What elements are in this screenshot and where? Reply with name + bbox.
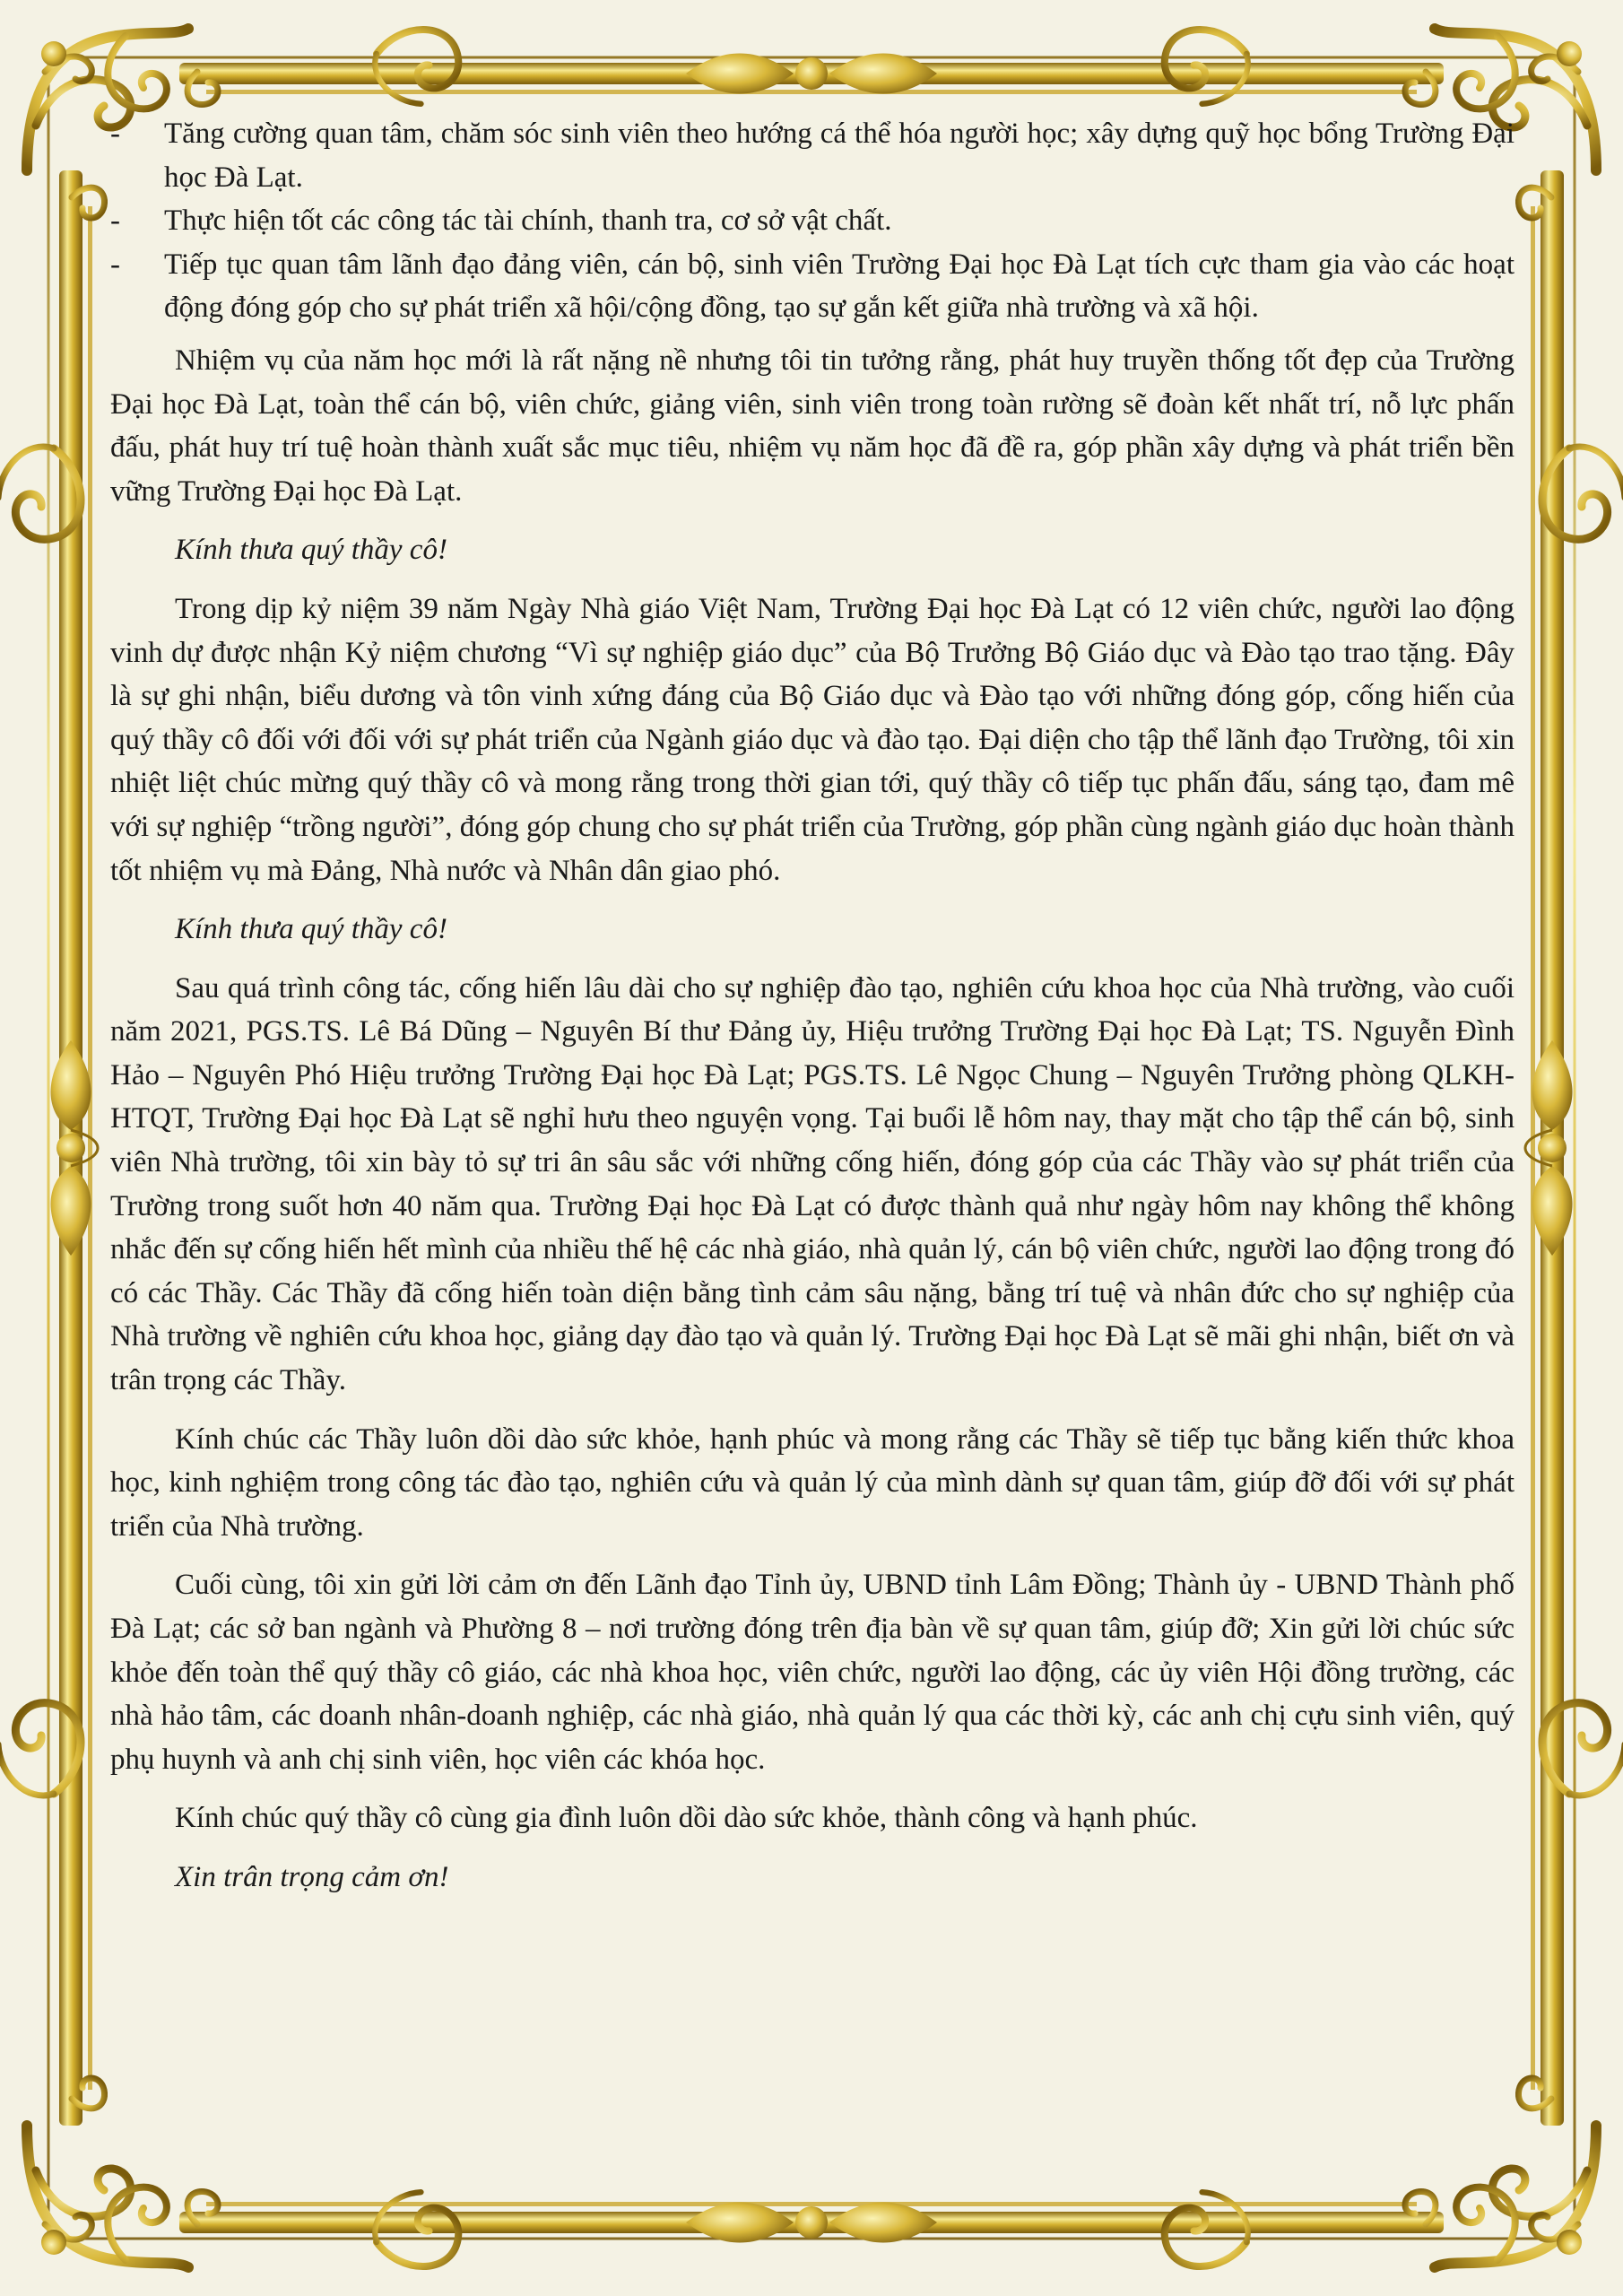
bullet-item (110, 199, 1515, 243)
paragraph-final-wishes: Kính chúc quý thầy cô cùng gia đình luôn dồi dào sức khỏe, thành công và hạnh phúc. (175, 1802, 1198, 1835)
bullet-text: Tăng cường quan tâm, chăm sóc sinh viên theo hướng cá thể hóa người học; xây dựng quỹ học bổng Trường Đại học Đà Lạt. (164, 117, 1515, 194)
bullet-text: Tiếp tục quan tâm lãnh đạo đảng viên, cán bộ, sinh viên Trường Đại học Đà Lạt tích cực tham gia vào các hoạt động đóng góp cho sự phát triển xã hội/cộng đồng, tạo sự gắn kết giữa nhà trường và xã hội. (164, 248, 1515, 325)
paragraph-new-year-tasks: Nhiệm vụ của năm học mới là rất nặng nề nhưng tôi tin tưởng rằng, phát huy truyền thống tốt đẹp của Trường Đại học Đà Lạt, toàn thể cán bộ, viên chức, giảng viên, sinh viên trong toàn rường sẽ đoàn kết nhất trí, nỗ lực phấn đấu, phát huy trí tuệ hoàn thành xuất sắc mục tiêu, nhiệm vụ năm học đã đề ra, góp phần xây dựng và phát triển bền vững Trường Đại học Đà Lạt. (110, 344, 1515, 508)
paragraph-retirement-tribute: Sau quá trình công tác, cống hiến lâu dài cho sự nghiệp đào tạo, nghiên cứu khoa học của Nhà trường, vào cuối năm 2021, PGS.TS. Lê Bá Dũng – Nguyên Bí thư Đảng ủy, Hiệu trưởng Trường Đại học Đà Lạt; TS. Nguyễn Đình Hảo – Nguyên Phó Hiệu trưởng Trường Đại học Đà Lạt; PGS.TS. Lê Ngọc Chung – Nguyên Trưởng phòng QLKH-HTQT, Trường Đại học Đà Lạt sẽ nghỉ hưu theo nguyện vọng. Tại buổi lễ hôm nay, thay mặt cho tập thể cán bộ, sinh viên Nhà trường, tôi xin bày tỏ sự tri ân sâu sắc với những cống hiến, đóng góp của các Thầy vào sự phát triển của Trường trong suốt hơn 40 năm qua. Trường Đại học Đà Lạt có được thành quả như ngày hôm nay không thể không nhắc đến sự cống hiến hết mình của nhiều thế hệ các nhà giáo, nhà quản lý, cán bộ viên chức, người lao động trong đó có các Thầy. Các Thầy đã cống hiến toàn diện bằng tình cảm sâu nặng, bằng trí tuệ và nhân đức cho sự nghiệp của Nhà trường về nghiên cứu khoa học, giảng dạy đào tạo và quản lý. Trường Đại học Đà Lạt sẽ mãi ghi nhận, biết ơn và trân trọng các Thầy. (110, 971, 1515, 1397)
document-body (110, 112, 1515, 1915)
bullet-list (110, 112, 1515, 330)
salutation: Kính thưa quý thầy cô! (175, 534, 447, 567)
bullet-item (110, 243, 1515, 330)
paragraph-teachers-day: Trong dịp kỷ niệm 39 năm Ngày Nhà giáo Việt Nam, Trường Đại học Đà Lạt có 12 viên chức, người lao động vinh dự được nhận Kỷ niệm chương “Vì sự nghiệp giáo dục” của Bộ Trưởng Bộ Giáo dục và Đào tạo trao tặng. Đây là sự ghi nhận, biểu dương và tôn vinh xứng đáng của Bộ Giáo dục và Đào tạo với những đóng góp, cống hiến của quý thầy cô đối với đối với sự phát triển của Ngành giáo dục và đào tạo. Đại diện cho tập thể lãnh đạo Trường, tôi xin nhiệt liệt chúc mừng quý thầy cô và mong rằng trong thời gian tới, quý thầy cô tiếp tục phấn đấu, sáng tạo, đam mê với sự nghiệp “trồng người”, đóng góp chung cho sự phát triển của Trường, góp phần cùng ngành giáo dục hoàn thành tốt nhiệm vụ mà Đảng, Nhà nước và Nhân dân giao phó. (110, 592, 1515, 887)
bullet-marker: - (110, 204, 120, 238)
closing-line: Xin trân trọng cảm ơn! (175, 1860, 449, 1893)
bullet-marker: - (110, 248, 120, 281)
bullet-marker: - (110, 117, 120, 150)
paragraph-wishes: Kính chúc các Thầy luôn dồi dào sức khỏe, hạnh phúc và mong rằng các Thầy sẽ tiếp tục bằng kiến thức khoa học, kinh nghiệm trong công tác đào tạo, nghiên cứu và quản lý của mình dành sự quan tâm, giúp đỡ đối với sự phát triển của Nhà trường. (110, 1422, 1515, 1543)
salutation: Kính thưa quý thầy cô! (175, 913, 447, 946)
bullet-item (110, 112, 1515, 199)
bullet-text: Thực hiện tốt các công tác tài chính, thanh tra, cơ sở vật chất. (164, 204, 892, 238)
paragraph-thanks: Cuối cùng, tôi xin gửi lời cảm ơn đến Lãnh đạo Tỉnh ủy, UBND tỉnh Lâm Đồng; Thành ủy - UBND Thành phố Đà Lạt; các sở ban ngành và Phường 8 – nơi trường đóng trên địa bàn về sự quan tâm, giúp đỡ; Xin gửi lời chúc sức khỏe đến toàn thể quý thầy cô giáo, các nhà khoa học, viên chức, người lao động, các ủy viên Hội đồng trường, các nhà hảo tâm, các doanh nhân-doanh nghiệp, các nhà giáo, nhà quản lý qua các thời kỳ, các anh chị cựu sinh viên, quý phụ huynh và anh chị sinh viên, học viên các khóa học. (110, 1569, 1515, 1776)
